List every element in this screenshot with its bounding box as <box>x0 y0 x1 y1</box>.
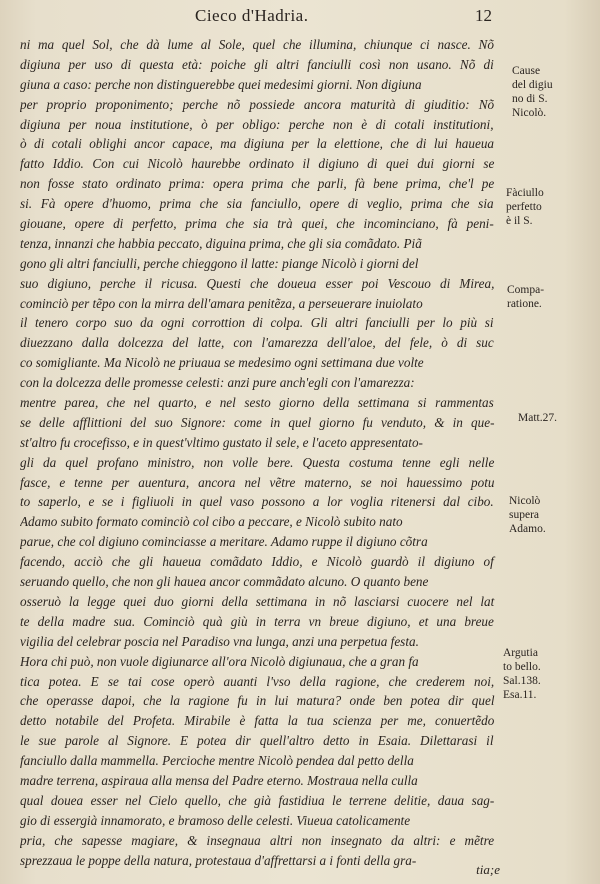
margin-note-line: Compa- <box>507 284 545 296</box>
margin-note-line: Nicolò <box>509 495 541 507</box>
margin-note-line: ratione. <box>507 298 542 310</box>
margin-note-line: perfetto <box>506 201 542 213</box>
running-head: Cieco d'Hadria. <box>195 6 309 25</box>
page-header <box>0 0 600 30</box>
text-line: osseruò la legge quei duo giorni della settimana in nõ lasciarsi cuocere nel lat <box>20 593 495 609</box>
text-line: pria, che sapesse magiare, & insegnaua altri non insegnato da altri: e mẽtre <box>20 832 495 848</box>
text-line: giouane, opere di perfetto, prima che sia trà quei, che incominciano, fà peni- <box>20 216 494 232</box>
text-line: se delle afflittioni del suo Signore: come in quel giorno fu venduto, & in que- <box>20 414 495 430</box>
text-line: con la dolcezza delle promesse celesti: anzi pure anch'egli con l'amarezza: <box>20 375 415 391</box>
text-line: si. Fà opere d'huomo, prima che sia fanciullo, opere di veglio, prima che sia <box>20 196 494 212</box>
text-line: cominciò per tẽpo con la mirra dell'amara penitẽza, a perseuerare inuiolato <box>20 295 423 311</box>
text-line: parue, che col digiuno cominciasse a meritare. Adamo ruppe il digiuno cõtra <box>20 534 428 550</box>
catchword: tia;e <box>476 862 500 877</box>
margin-note-line: Argutia <box>503 647 538 659</box>
page-number: 12 <box>475 6 492 25</box>
text-line: suo digiuno, perche il ricusa. Questi che doueua esser poi Vescouo di Mirea, <box>20 275 495 291</box>
text-line: gli da quel profano ministro, non volle bere. Questa costuma tenne egli nelle <box>20 454 495 470</box>
margin-note-line: to bello. <box>503 661 541 673</box>
text-line: te della madre sua. Cominciò quà giù in terra vn breue digiuno, et una breue <box>20 613 494 629</box>
text-line: ò di cotali oblighi ancor capace, ma digiuna per la elettione, che di lui haueua <box>20 136 495 152</box>
margin-note-nicolo-adamo <box>509 494 546 536</box>
text-line: tenza, innanzi che habbia peccato, diguina prima, che gli sia comãdato. Piã <box>20 235 422 251</box>
margin-note-line: Esa.11. <box>503 689 537 701</box>
margin-note-line: Nicolò. <box>512 107 547 119</box>
text-line: fasce, e tenne per auentura, ancora nel vẽtre materno, se noi hauessimo potu <box>20 474 495 490</box>
margin-note-fanciullo <box>506 186 544 228</box>
text-line: digiuna per noua institutione, ò per obligo: perche non è di cotali institutioni, <box>20 116 494 132</box>
text-line: il tenero corpo suo da ogni corrottion di colpa. Gli altri fanciulli per lo più si <box>20 315 494 331</box>
margin-note-line: è il S. <box>506 215 533 227</box>
text-line: non fosse stato ordinato prima: opera prima che parli, fà bene prima, che'l pe <box>20 176 495 192</box>
text-line: gio di essergià innamorato, e bramoso delle celesti. Viueua catolicamente <box>20 812 411 828</box>
text-line: per proprio proponimento; perche nõ possiede ancora maturità di giuditio: Nõ <box>20 96 495 112</box>
margin-note-line: Fàciullo <box>506 187 544 199</box>
text-line: qual douea esser nel Cielo quello, che già fastidiua le terrene delitie, daua sag- <box>20 792 495 808</box>
text-line: che operasse dapoi, che la ragione fu in lui matura? onde ben potea dir quel <box>20 693 495 709</box>
margin-note-line: supera <box>509 509 540 521</box>
margin-note-line: Adamo. <box>509 523 546 535</box>
text-line: st'altro fu crocefisso, e in quest'vltimo gustato il sele, e l'aceto appresentato- <box>20 434 423 450</box>
text-line: seruando quello, che non gli hauea ancor commãdato alcuno. O quanto bene <box>20 574 429 590</box>
text-line: detto notabile del Profeta. Mirabile è fatta la tua scienza per me, conuertẽdo <box>20 713 495 729</box>
body-text <box>20 35 498 870</box>
text-line: Adamo subito formato cominciò col cibo a peccare, e Nicolò subito nato <box>20 514 403 530</box>
text-line: gono gli altri fanciulli, perche chieggono il latte: piange Nicolò i giorni del <box>20 255 419 271</box>
text-line: diuezzano dalla dolcezza del latte, con l'amarezza dell'aloe, del fele, ò di suc <box>20 335 494 351</box>
text-line: madre terrena, aspiraua alla mensa del Padre eterno. Mostraua nella culla <box>20 772 418 788</box>
margin-note-comparatione <box>507 283 544 311</box>
text-line: to saperlo, e se i figliuoli in quel vaso possono a lor voglia ritenersi dal cibo. <box>20 494 494 510</box>
text-line: mentre parea, che nel quarto, e nel sesto giorno della settimana si rammentas <box>20 395 494 411</box>
text-line: vigilia del celebrar poscia nel Paradiso vna lunga, anzi una perpetua festa. <box>20 633 419 649</box>
margin-note-argutia <box>503 646 541 702</box>
margin-note-cause <box>512 64 553 120</box>
margin-note-line: Matt.27. <box>518 412 557 424</box>
text-line: sprezzaua le poppe della natura, protestaua d'affrettarsi a i fonti della gra- <box>20 852 417 868</box>
text-line: le sue parole al Signore. E potea dir quell'altro detto in Esaia. Dilettarasi il <box>20 733 494 749</box>
text-line: tica potea. E se tai cose operò auanti l'vso della ragione, che crederem noi, <box>20 673 495 689</box>
margin-note-line: Cause <box>512 65 541 77</box>
text-line: co somigliante. Ma Nicolò ne priuaua se medesimo ogni settimana due volte <box>20 355 424 371</box>
text-line: digiuna per uso di questa età: poiche gli altri fanciulli così non usano. Nõ di <box>20 56 494 72</box>
margin-note-line: no di S. <box>512 93 548 105</box>
text-line: facendo, acciò che gli haueua comãdato Iddio, e Nicolò guardò il digiuno of <box>20 554 494 570</box>
text-line: Hora chi può, non vuole digiunarce all'ora Nicolò digiunaua, che a gran fa <box>20 653 419 669</box>
text-line: giuna a caso: perche non distinguerebbe quei medesimi giorni. Non digiuna <box>20 76 422 92</box>
margin-note-line: Sal.138. <box>503 675 541 687</box>
text-line: fatto Iddio. Con cui Nicolò haurebbe ordinato il digiuno di quei dui giorni se <box>20 156 495 172</box>
margin-note-line: del digiu <box>512 79 553 91</box>
margin-note-matt <box>518 411 557 425</box>
text-line: fanciullo dalla mammella. Percioche mentre Nicolò pendea dal petto della <box>20 753 414 769</box>
text-line: ni ma quel Sol, che dà lume al Sole, quel che illumina, chiunque ci nasce. Nõ <box>20 37 494 52</box>
